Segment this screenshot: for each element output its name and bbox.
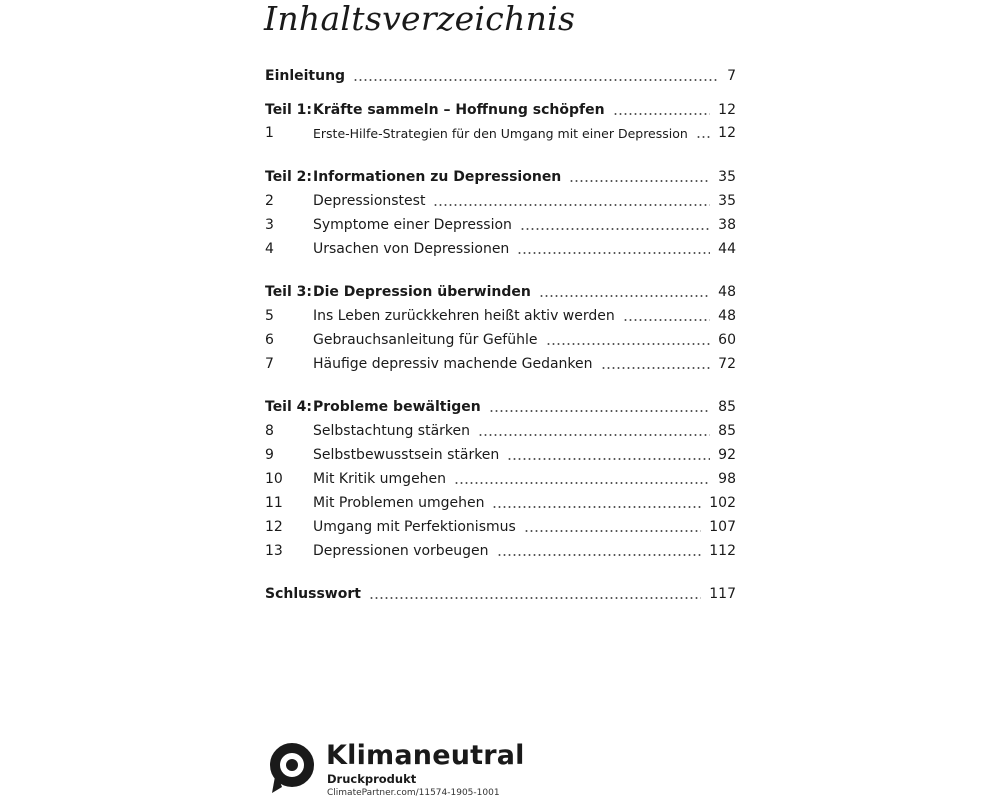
toc-entry-number: 2 — [265, 193, 274, 209]
toc-entry-page: 35 — [718, 169, 736, 185]
toc-entry-number: 5 — [265, 308, 274, 324]
climate-neutral-logo — [268, 741, 568, 800]
toc-entry-number: 12 — [265, 519, 283, 535]
toc-entry-title: Kräfte sammeln – Hoffnung schöpfen — [313, 102, 605, 118]
toc-entry — [265, 540, 736, 562]
toc-entry — [265, 583, 736, 605]
toc-dot-leader — [613, 104, 711, 116]
toc-entry — [265, 65, 736, 87]
toc-entry-page: 72 — [718, 356, 736, 372]
toc-dot-leader — [569, 171, 710, 183]
toc-entry-page: 48 — [718, 308, 736, 324]
toc-entry — [265, 214, 736, 236]
toc-entry-title: Probleme bewältigen — [313, 399, 481, 415]
toc-entry-title: Depressionstest — [313, 193, 426, 209]
toc-entry — [265, 492, 736, 514]
toc-entry-page: 117 — [709, 586, 736, 602]
toc-entry — [265, 353, 736, 375]
toc-entry-title: Erste-Hilfe-Strategien für den Umgang mit einer Depression — [313, 125, 688, 141]
toc-entry — [265, 281, 736, 303]
toc-entry-title: Die Depression überwinden — [313, 284, 531, 300]
toc-entry-title: Einleitung — [265, 68, 346, 84]
toc-entry-number: Teil 1: — [265, 102, 312, 118]
toc-entry-page: 85 — [718, 423, 736, 439]
toc-entry-title: Mit Problemen umgehen — [313, 495, 485, 511]
toc-entry-title: Gebrauchsanleitung für Gefühle — [313, 332, 538, 348]
toc-entry-number: 1 — [265, 125, 274, 141]
toc-dot-leader — [478, 425, 710, 437]
toc-entry-title: Ursachen von Depressionen — [313, 241, 510, 257]
toc-entry — [265, 444, 736, 466]
toc-dot-leader — [507, 449, 710, 461]
toc-entry — [265, 238, 736, 260]
toc-entry — [265, 396, 736, 418]
toc-entry — [265, 516, 736, 538]
toc-dot-leader — [623, 310, 710, 322]
toc-entry-number: 8 — [265, 423, 274, 439]
toc-dot-leader — [497, 545, 702, 557]
toc-entry-number: Teil 3: — [265, 284, 312, 300]
toc-dot-leader — [601, 358, 711, 370]
toc-entry-number: 4 — [265, 241, 274, 257]
toc-dot-leader — [353, 70, 719, 82]
logo-subtitle: Druckprodukt — [327, 772, 417, 786]
toc-entry — [265, 166, 736, 188]
climatepartner-logo-icon — [268, 741, 316, 795]
toc-entry-number: 7 — [265, 356, 274, 372]
toc-entry-page: 44 — [718, 241, 736, 257]
toc-dot-leader — [546, 334, 711, 346]
toc-entry-number: 11 — [265, 495, 283, 511]
toc-entry-title: Mit Kritik umgehen — [313, 471, 447, 487]
page-title: Inhaltsverzeichnis — [264, 0, 576, 38]
toc-entry-title: Schlusswort — [265, 586, 361, 602]
logo-name: Klimaneutral — [326, 740, 525, 771]
toc-entry-page: 38 — [718, 217, 736, 233]
toc-entry-title: Depressionen vorbeugen — [313, 543, 489, 559]
toc-entry-title: Ins Leben zurückkehren heißt aktiv werden — [313, 308, 615, 324]
table-of-contents — [265, 0, 736, 620]
toc-entry-title: Selbstachtung stärken — [313, 423, 470, 439]
toc-entry-number: 9 — [265, 447, 274, 463]
logo-url: ClimatePartner.com/11574-1905-1001 — [327, 788, 500, 798]
toc-entry-number: Teil 4: — [265, 399, 312, 415]
toc-dot-leader — [369, 588, 701, 600]
toc-entry-title: Symptome einer Depression — [313, 217, 512, 233]
toc-entry-page: 92 — [718, 447, 736, 463]
toc-dot-leader — [454, 473, 710, 485]
toc-entry-number: Teil 2: — [265, 169, 312, 185]
toc-entry-title: Selbstbewusstsein stärken — [313, 447, 500, 463]
toc-entry — [265, 122, 736, 144]
toc-entry — [265, 329, 736, 351]
toc-entry-page: 102 — [709, 495, 736, 511]
toc-entry-page: 35 — [718, 193, 736, 209]
toc-entry-number: 3 — [265, 217, 274, 233]
toc-entry — [265, 190, 736, 212]
toc-entry — [265, 99, 736, 121]
toc-entry — [265, 305, 736, 327]
toc-dot-leader — [696, 127, 710, 139]
toc-entry-page: 107 — [709, 519, 736, 535]
toc-entry — [265, 420, 736, 442]
toc-entry-page: 48 — [718, 284, 736, 300]
toc-entry-page: 7 — [727, 68, 736, 84]
toc-entry-number: 10 — [265, 471, 283, 487]
toc-entry-title: Häufige depressiv machende Gedanken — [313, 356, 593, 372]
toc-entry-page: 112 — [709, 543, 736, 559]
toc-entry-number: 13 — [265, 543, 283, 559]
toc-dot-leader — [539, 286, 710, 298]
toc-entry-page: 12 — [718, 125, 736, 141]
toc-entry-page: 60 — [718, 332, 736, 348]
toc-dot-leader — [492, 497, 701, 509]
toc-dot-leader — [520, 219, 710, 231]
toc-entry — [265, 468, 736, 490]
toc-dot-leader — [433, 195, 710, 207]
toc-entry-page: 85 — [718, 399, 736, 415]
toc-dot-leader — [517, 243, 710, 255]
toc-entry-page: 12 — [718, 102, 736, 118]
toc-entry-number: 6 — [265, 332, 274, 348]
toc-entry-page: 98 — [718, 471, 736, 487]
toc-dot-leader — [489, 401, 710, 413]
toc-entry-title: Umgang mit Perfektionismus — [313, 519, 516, 535]
toc-entry-title: Informationen zu Depressionen — [313, 169, 562, 185]
toc-dot-leader — [524, 521, 701, 533]
